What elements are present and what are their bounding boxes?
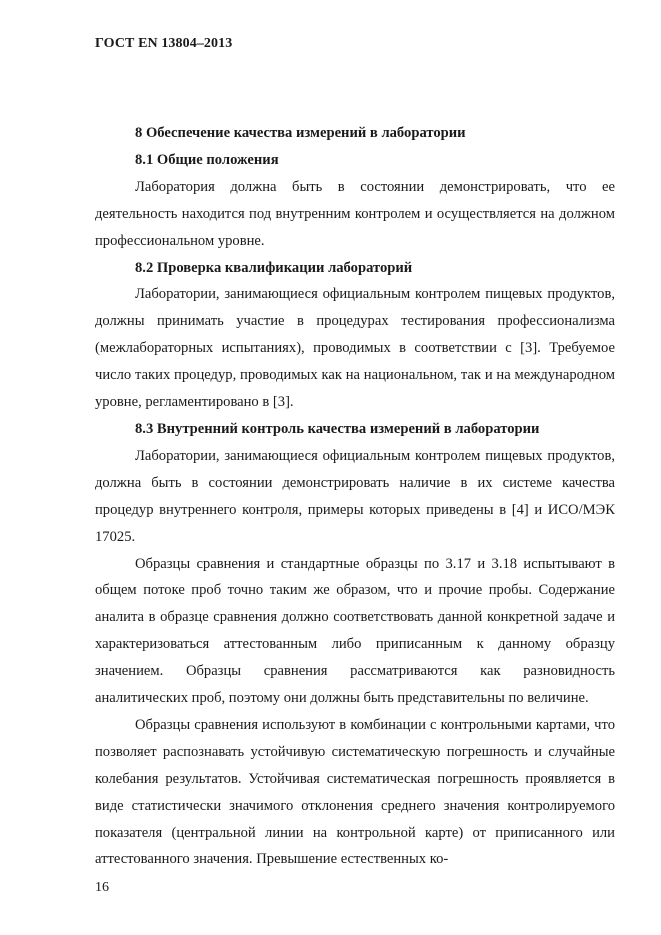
page-number: 16 (95, 880, 109, 895)
document-header: ГОСТ EN 13804–2013 (95, 36, 233, 51)
section-heading-8: 8 Обеспечение качества измерений в лаборатории (135, 125, 466, 141)
document-body (95, 120, 615, 873)
paragraph-8-3-b: Образцы сравнения и стандартные образцы по 3.17 и 3.18 испытывают в общем потоке проб точно таким же образом, что и прочие пробы. Содержание аналита в образце сравнения должно соответствовать данной конкретной задаче и характеризоваться аттестованным либо приписанным к данному образцу значением. Образцы сравнения рассматриваются как разновидность аналитических проб, поэтому они должны быть представительны по величине. (95, 555, 615, 707)
section-heading-8-3: 8.3 Внутренний контроль качества измерений в лаборатории (135, 420, 540, 437)
paragraph-8-3-c: Образцы сравнения используют в комбинации с контрольными картами, что позволяет распознавать устойчивую систематическую погрешность и случайные колебания результатов. Устойчивая систематическая погрешность проявляется в виде статистически значимого отклонения среднего значения контролируемого показателя (центральной линии на контрольной карте) от приписанного или аттестованного значения. Превышение естественных ко- (95, 716, 615, 868)
paragraph-8-2: Лаборатории, занимающиеся официальным контролем пищевых продуктов, должны принимать участие в процедурах тестирования профессионализма (межлабораторных испытаниях), проводимых в соответствии с [3]. Требуемое число таких процедур, проводимых как на национальном, так и на международном уровне, регламентировано в [3]. (95, 286, 615, 411)
paragraph-8-1: Лаборатория должна быть в состоянии демонстрировать, что ее деятельность находится под внутренним контролем и осуществляется на должном профессиональном уровне. (95, 178, 615, 249)
section-heading-8-2: 8.2 Проверка квалификации лабораторий (135, 259, 413, 276)
section-heading-8-1: 8.1 Общие положения (135, 151, 279, 168)
paragraph-8-3-a: Лаборатории, занимающиеся официальным контролем пищевых продуктов, должна быть в состоянии демонстрировать наличие в их системе качества процедур внутреннего контроля, примеры которых приведены в [4] и ИСО/МЭК 17025. (95, 447, 615, 545)
